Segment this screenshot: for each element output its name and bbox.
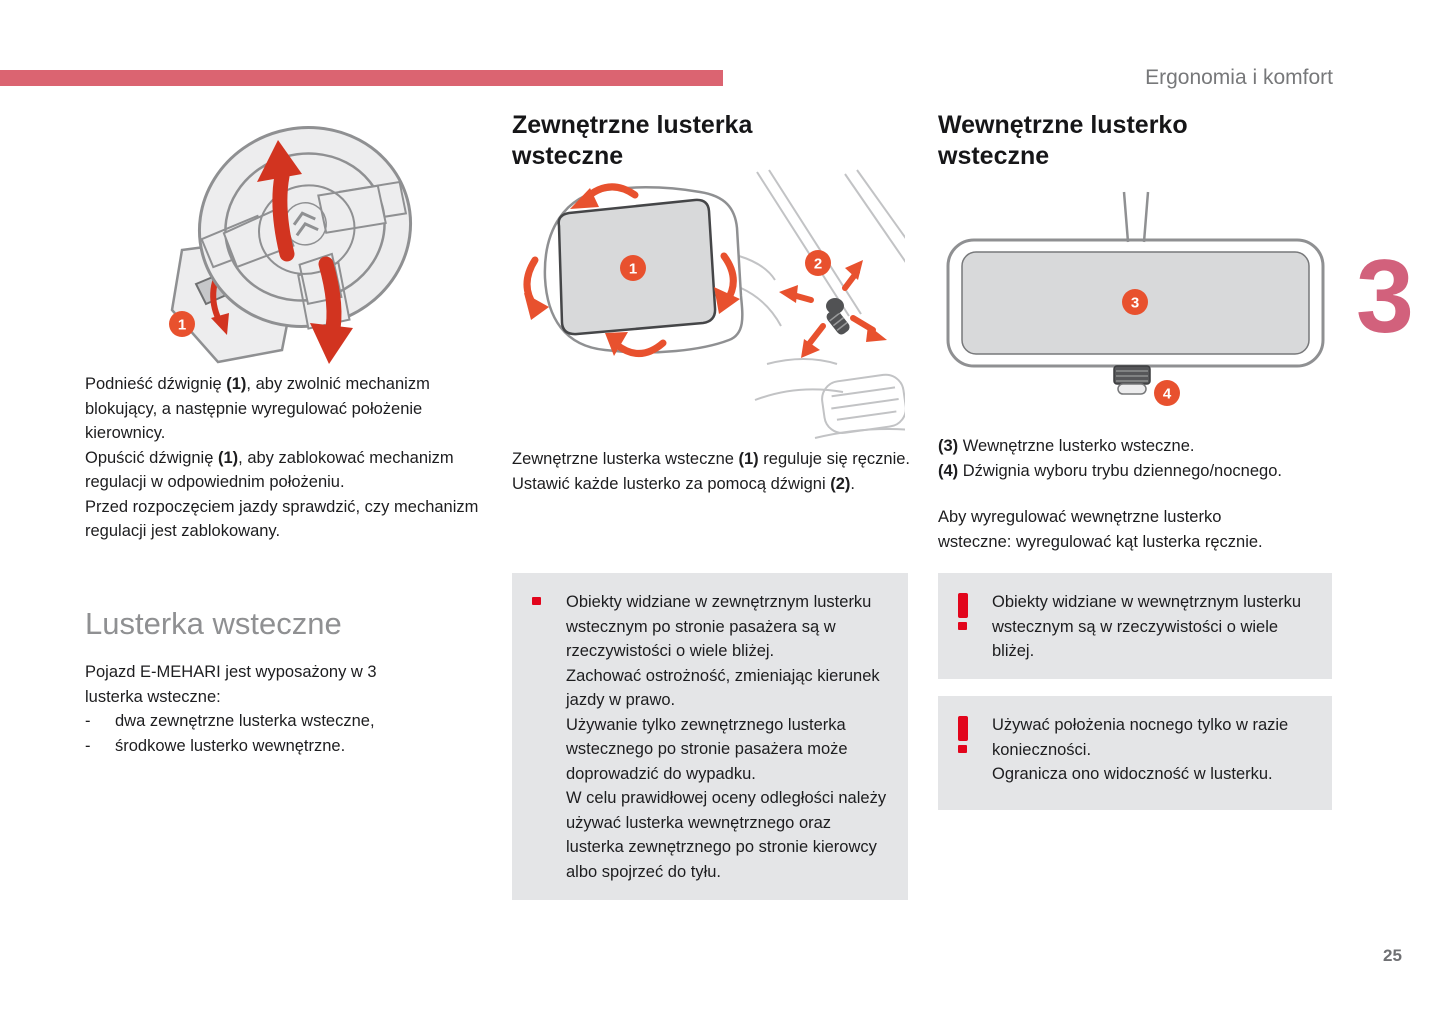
steering-wheel-figure [130, 112, 470, 382]
exterior-mirror-illustration [505, 168, 905, 440]
body-paragraph: Opuścić dźwignię (1), aby zablokować mechanizm regulacji w odpowiednim położeniu. [85, 448, 454, 491]
interior-mirror-instruction: Aby wyregulować wewnętrzne lusterko wsteczne: wyregulować kąt lusterka ręcznie. [938, 508, 1263, 551]
accent-bar [0, 70, 723, 86]
wheel-down-arrow [326, 264, 334, 334]
adjust-arrow-bottom [617, 343, 663, 354]
interior-mirror-figure [938, 190, 1333, 418]
warning-text: Zachować ostrożność, zmieniając kierunek jazdy w prawo. [566, 666, 880, 709]
svg-text:2: 2 [813, 255, 823, 273]
column-title-exterior-mirrors: Zewnętrzne lusterka wsteczne [512, 111, 753, 170]
steering-instructions [85, 372, 485, 544]
warning-box-exterior [512, 573, 908, 900]
dash-marker: - [85, 736, 91, 755]
warning-box-interior [938, 573, 1332, 679]
exclamation-icon [958, 716, 968, 753]
dashboard-vent [820, 372, 905, 435]
svg-text:4: 4 [1162, 385, 1172, 403]
wheel-up-arrow [280, 176, 287, 254]
list-item-text: środkowe lusterko wewnętrzne. [115, 736, 346, 755]
knob-arrow-left-head [779, 285, 798, 303]
day-night-lever [1114, 366, 1150, 394]
knob-arrow-right-head [866, 325, 887, 342]
warning-text: Obiekty widziane w zewnętrznym lusterku wstecznym po stronie pasażera są w rzeczywistości o wiele bliżej. [566, 593, 872, 660]
chapter-number: 3 [1356, 239, 1414, 355]
a-pillar-line [757, 172, 849, 316]
body-paragraph: Ustawić każde lusterko za pomocą dźwigni (2). [512, 474, 855, 493]
mirror-mount-line-2 [739, 256, 775, 280]
door-lines [755, 359, 843, 400]
exclamation-icon [958, 593, 968, 630]
list-item [85, 709, 485, 734]
legend-item: (4) Dźwignia wyboru trybu dziennego/nocnego. [938, 461, 1282, 480]
adjust-arrow-left-head [524, 293, 549, 320]
section-title-mirrors: Lusterka wsteczne [85, 606, 342, 641]
wheel-down-arrow-head [310, 323, 353, 364]
windshield-line [845, 174, 905, 264]
warning-text: W celu prawidłowej oceny odległości należy używać lusterka wewnętrznego oraz lusterka zewnętrznego po stronie kierowcy albo spojrzeć do tyłu. [566, 789, 887, 881]
dash-marker: - [85, 712, 91, 730]
adjust-arrow-right-head [714, 287, 740, 314]
page-number: 25 [1383, 946, 1402, 965]
mirror-list [85, 709, 485, 758]
warning-text: Używać położenia nocnego tylko w razie konieczności. [992, 716, 1289, 759]
warning-text: Używanie tylko zewnętrznego lusterka wstecznego po stronie pasażera może doprowadzić do wypadku. [566, 715, 848, 783]
dash-line [815, 429, 905, 438]
exclamation-icon [532, 593, 542, 605]
body-paragraph: Podnieść dźwignię (1), aby zwolnić mechanizm blokujący, a następnie wyregulować położenie kierownicy. [85, 375, 430, 442]
mirror-mount-line [741, 288, 781, 326]
exterior-mirror-figure [505, 168, 905, 440]
interior-mirror-legend [938, 434, 1346, 483]
warning-text: Ogranicza ono widoczność w lusterku. [992, 765, 1273, 783]
section-intro: Pojazd E-MEHARI jest wyposażony w 3 lusterka wsteczne: [85, 663, 377, 706]
legend-item: (3) Wewnętrzne lusterko wsteczne. [938, 437, 1195, 455]
list-item [85, 734, 485, 759]
page-header-title: Ergonomia i komfort [1145, 66, 1333, 89]
warning-box-night-mode [938, 696, 1332, 810]
body-paragraph: Zewnętrzne lusterka wsteczne (1) reguluje się ręcznie. [512, 450, 911, 468]
exterior-mirror-instructions [512, 447, 910, 496]
knob-head [826, 298, 844, 314]
mirror-stems [1124, 192, 1148, 242]
svg-text:1: 1 [177, 316, 187, 334]
body-paragraph: Przed rozpoczęciem jazdy sprawdzić, czy mechanizm regulacji jest zablokowany. [85, 497, 479, 540]
svg-text:1: 1 [628, 260, 638, 278]
windshield-line-2 [857, 170, 905, 254]
warning-text: Obiekty widziane w wewnętrznym lusterku wstecznym są w rzeczywistości o wiele bliżej. [992, 593, 1302, 660]
list-item-text: dwa zewnętrzne lusterka wsteczne, [115, 712, 375, 730]
svg-text:3: 3 [1130, 294, 1140, 312]
knob-arrow-down [809, 326, 823, 344]
steering-wheel-illustration [130, 112, 470, 382]
column-title-interior-mirror: Wewnętrzne lusterko wsteczne [938, 111, 1188, 170]
interior-mirror-illustration [938, 190, 1333, 418]
